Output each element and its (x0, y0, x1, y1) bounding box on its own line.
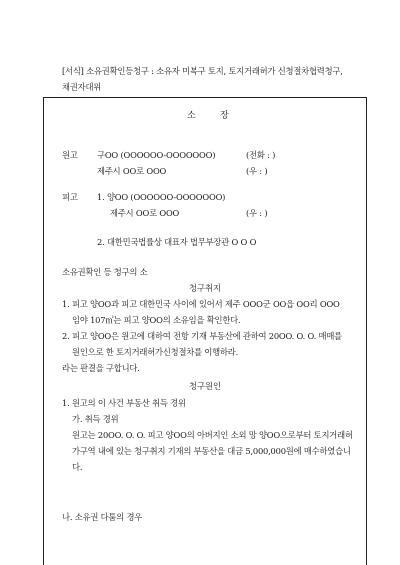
claim-heading: 청구취지 (188, 283, 222, 293)
claim-2-line-2: 원인으로 한 토지거래허가신청절차를 이행하라. (72, 347, 239, 357)
claim-2-line-1: 2. 피고 양OO은 원고에 대하여 전항 기재 부동산에 관하여 20OO. O. O. 매매를 (62, 331, 342, 341)
cause-heading: 청구원인 (188, 381, 222, 391)
form-caption: [서식] 소유권확인등청구 : 소유자 미복구 토지, 토지거래허가 신청절차협력청구, 채권자대위 (62, 66, 343, 92)
defendant-1-address: 제주시 OO로 OOO (110, 208, 180, 218)
plaintiff-zip: (우 : ) (246, 166, 268, 176)
claim-1-line-1: 1. 피고 양OO과 피고 대한민국 사이에 있어서 제주 OOO군 OO읍 OO리 OOO (62, 299, 340, 309)
defendant-1-name-id: 1. 양OO (OOOOOO-OOOOOOO) (97, 192, 226, 202)
claim-1-line-2: 임야 107㎡는 피고 양OO의 소유임을 확인한다. (72, 315, 241, 325)
defendant-1-zip: (우 : ) (246, 208, 268, 218)
doc-title-char-1: 소 (187, 111, 196, 121)
cause-1a-line-1: 원고는 20OO. O. O. 피고 양OO의 아버지인 소외 망 양OO으로부터 토지거래허 (72, 430, 353, 440)
plaintiff-name-id: 구OO (OOOOOO-OOOOOOO) (97, 150, 216, 160)
cause-1b-heading: 나. 소유권 다툼의 경우 (62, 512, 143, 522)
plaintiff-label: 원고 (62, 150, 78, 160)
case-name: 소유권확인 등 청구의 소 (62, 267, 148, 277)
cause-1-heading: 1. 원고의 이 사건 부동산 취득 경위 (62, 398, 186, 408)
cause-1a-heading: 가. 취득 경위 (72, 414, 119, 424)
cause-1a-line-3: 다. (72, 462, 83, 472)
cause-1a-line-2: 가구역 내에 있는 청구취지 기재의 부동산을 대금 5,000,000원에 매수하였습니 (72, 446, 351, 456)
claim-conclusion: 라는 판결을 구합니다. (62, 363, 140, 373)
doc-title-char-2: 장 (220, 111, 229, 121)
defendant-2: 2. 대한민국법률상 대표자 법무부장관 O O O (97, 237, 257, 247)
plaintiff-address: 제주시 OO로 OOO (97, 166, 167, 176)
defendant-label: 피고 (62, 192, 78, 202)
plaintiff-phone: (전화 : ) (246, 150, 276, 160)
